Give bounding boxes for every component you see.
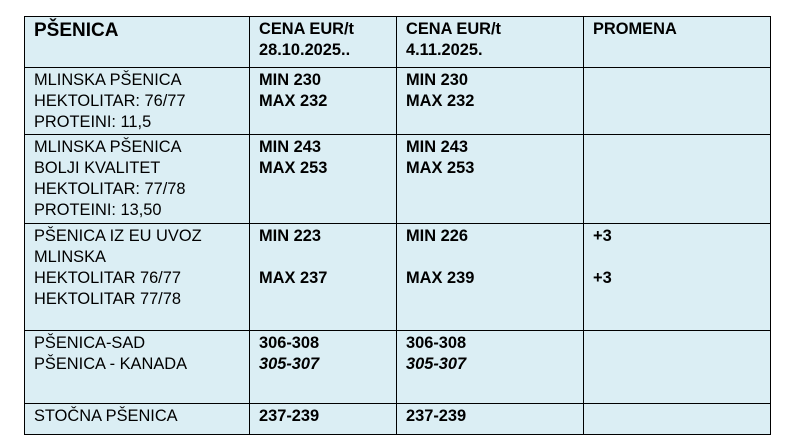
desc-line: PROTEINI: 13,50 — [34, 201, 162, 219]
row-price-new — [397, 404, 584, 435]
desc-line: MLINSKA PŠENICA — [34, 138, 182, 156]
price-value: MIN 243 — [406, 138, 468, 156]
price-value: 305-307 — [259, 355, 320, 373]
row-description — [25, 331, 250, 404]
row-description — [25, 135, 250, 224]
row-change — [584, 404, 771, 435]
row-price-new — [397, 135, 584, 224]
desc-line: PŠENICA - KANADA — [34, 355, 188, 373]
price-value: MAX 237 — [259, 269, 328, 287]
price-value: 237-239 — [406, 407, 467, 425]
row-change — [584, 135, 771, 224]
desc-line: PROTEINI: 11,5 — [34, 113, 152, 131]
desc-line: HEKTOLITAR 77/78 — [34, 290, 181, 308]
change-value: +3 — [593, 227, 612, 245]
spacer — [259, 247, 387, 268]
change-value: +3 — [593, 269, 612, 287]
desc-line: PŠENICA IZ EU UVOZ — [34, 227, 202, 245]
header-price-new-label: CENA EUR/t — [406, 20, 502, 38]
header-change-label: PROMENA — [593, 20, 677, 38]
header-row — [25, 17, 771, 68]
price-value: 306-308 — [259, 334, 320, 352]
desc-line: HEKTOLITAR 76/77 — [34, 269, 181, 287]
price-value: 237-239 — [259, 407, 320, 425]
header-price-new — [397, 17, 584, 68]
table-row — [25, 404, 771, 435]
price-value: MAX 232 — [406, 92, 475, 110]
row-change — [584, 68, 771, 135]
desc-line: BOLJI KVALITET — [34, 159, 161, 177]
price-value: MIN 226 — [406, 227, 468, 245]
price-value: 305-307 — [406, 355, 467, 373]
row-price-old — [250, 404, 397, 435]
row-change — [584, 331, 771, 404]
price-value: MIN 230 — [259, 71, 321, 89]
table-row — [25, 331, 771, 404]
header-price-old-date: 28.10.2025.. — [259, 41, 351, 59]
row-price-old — [250, 68, 397, 135]
row-change — [584, 224, 771, 331]
desc-line: PŠENICA-SAD — [34, 334, 146, 352]
price-value: MAX 232 — [259, 92, 328, 110]
header-price-new-date: 4.11.2025. — [406, 41, 483, 59]
table-row — [25, 224, 771, 331]
desc-line: STOČNA PŠENICA — [34, 407, 178, 425]
row-price-new — [397, 68, 584, 135]
row-price-new — [397, 331, 584, 404]
row-description — [25, 68, 250, 135]
price-value: MAX 239 — [406, 269, 475, 287]
row-description — [25, 404, 250, 435]
row-price-old — [250, 135, 397, 224]
price-value: MAX 253 — [259, 159, 328, 177]
price-value: MIN 223 — [259, 227, 321, 245]
spacer — [406, 247, 574, 268]
table-row — [25, 135, 771, 224]
product-title: PŠENICA — [34, 20, 119, 41]
row-price-old — [250, 224, 397, 331]
wheat-price-table — [24, 16, 771, 435]
price-value: 306-308 — [406, 334, 467, 352]
desc-line: HEKTOLITAR: 77/78 — [34, 180, 186, 198]
spacer — [593, 247, 761, 268]
row-description — [25, 224, 250, 331]
header-product — [25, 17, 250, 68]
header-change — [584, 17, 771, 68]
row-price-new — [397, 224, 584, 331]
header-price-old-label: CENA EUR/t — [259, 20, 355, 38]
header-price-old — [250, 17, 397, 68]
price-value: MAX 253 — [406, 159, 475, 177]
price-value: MIN 230 — [406, 71, 468, 89]
desc-line: HEKTOLITAR: 76/77 — [34, 92, 186, 110]
row-price-old — [250, 331, 397, 404]
desc-line: MLINSKA — [34, 248, 106, 266]
table-row — [25, 68, 771, 135]
desc-line: MLINSKA PŠENICA — [34, 71, 182, 89]
price-value: MIN 243 — [259, 138, 321, 156]
